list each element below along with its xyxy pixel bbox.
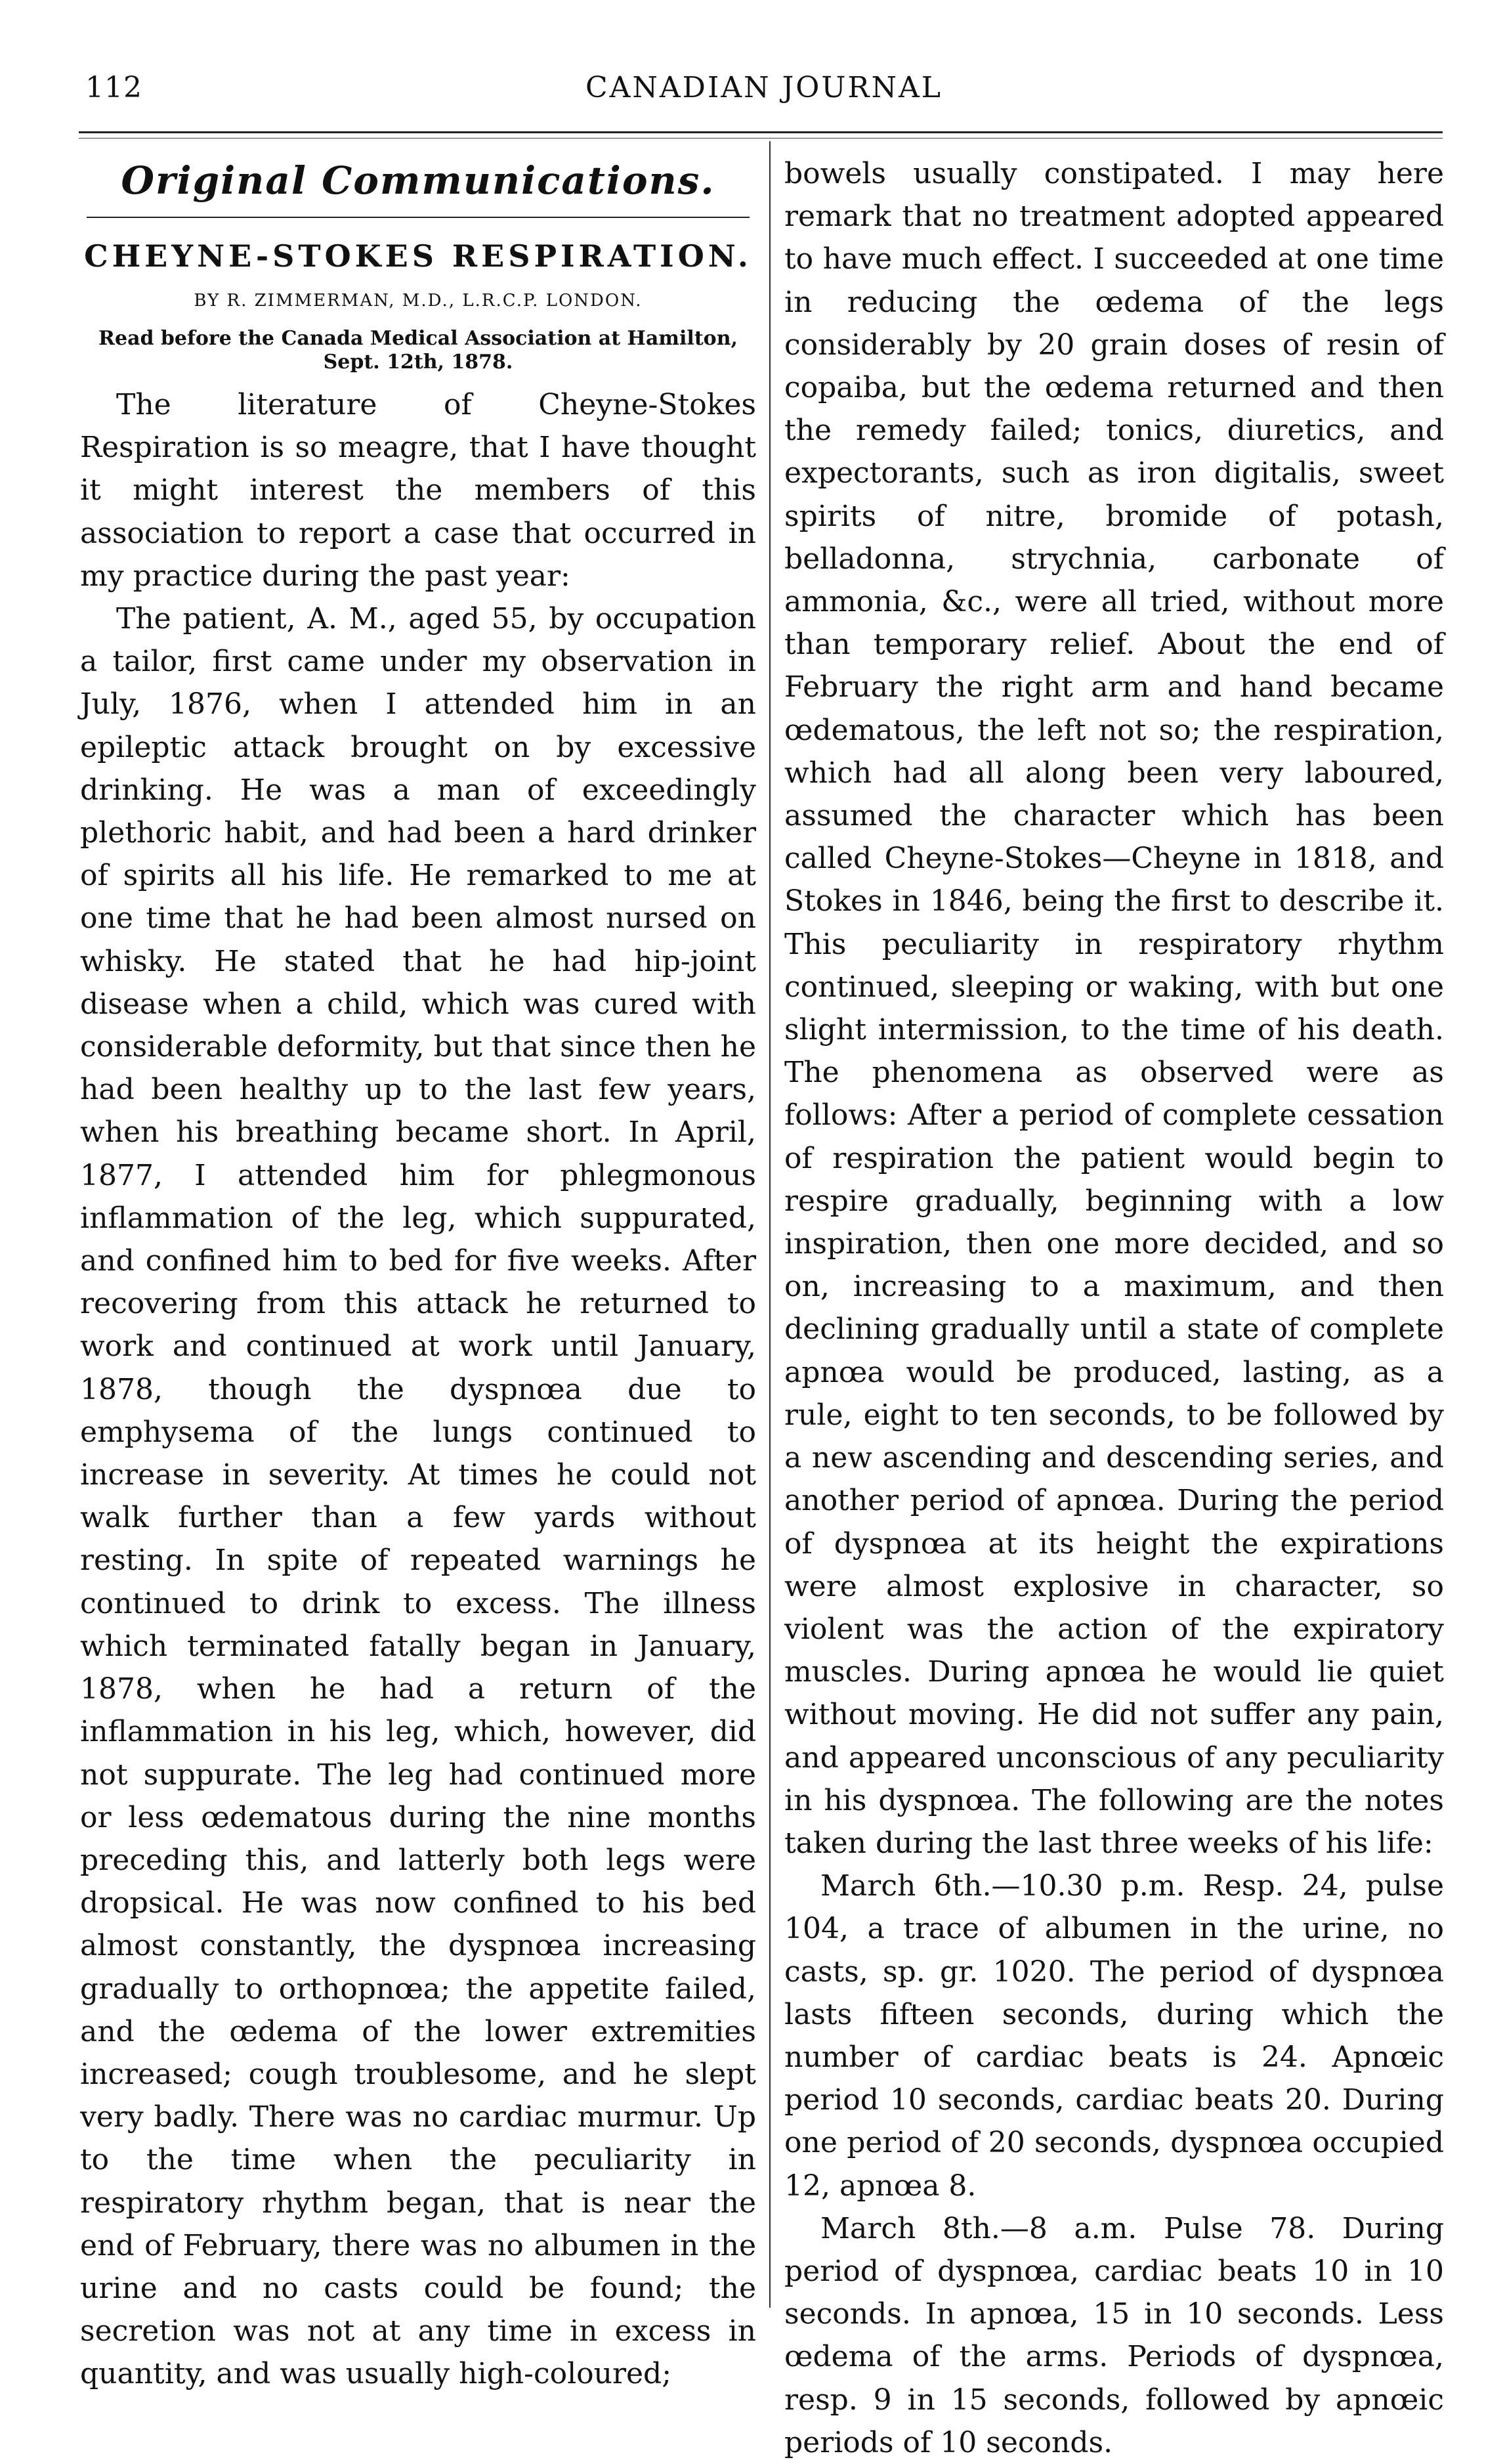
journal-name: CANADIAN JOURNAL [585,71,943,104]
section-heading: Original Communications. [121,158,715,203]
paragraph: The literature of Cheyne-Stokes Respiration is so meagre, that I have thought it might interest the members of this association to report a case that occurred in my practice during the past year: [80,388,756,593]
header-rule-thin [79,138,1443,139]
paragraph: March 8th.—8 a.m. Pulse 78. During period of dyspnœa, cardiac beats 10 in 10 seconds. In apnœa, 15 in 10 seconds. Less œdema of the arms. Periods of dyspnœa, resp. 9 in 15 seconds, followed by apnœic periods of 10 seconds. [784,2211,1444,2459]
page-number: 112 [85,71,142,104]
article-title: CHEYNE-STOKES RESPIRATION. [84,238,752,274]
paragraph: The patient, A. M., aged 55, by occupation a tailor, first came under my observation in July, 1876, when I attended him in an epileptic attack brought on by excessive drinking. He was a man of exceedingly plethoric habit, and had been a hard drinker of spirits all his life. He remarked to me at one time that he had been almost nursed on whisky. He stated that he had hip-joint disease when a child, which was cured with considerable deformity, but that since then he had been healthy up to the last few years, when his breathing became short. In April, 1877, I attended him for phlegmonous inflammation of the leg, which suppurated, and confined him to bed for five weeks. After recovering from this attack he returned to work and continued at work until January, 1878, though the dyspnœa due to emphysema of the lungs continued to increase in severity. At times he could not walk further than a few yards without resting. In spite of repeated warnings he continued to drink to excess. The illness which terminated fatally began in January, 1878, when he had a return of the inflammation in his leg, which, however, did not suppurate. The leg had continued more or less œdematous during the nine months preceding this, and latterly both legs were dropsical. He was now confined to his bed almost constantly, the dyspnœa increasing gradually to orthopnœa; the appetite failed, and the œdema of the lower extremities increased; cough troublesome, and he slept very badly. There was no cardiac murmur. Up to the time when the peculiarity in respiratory rhythm began, that is near the end of February, there was no albumen in the urine and no casts could be found; the secretion was not at any time in excess in quantity, and was usually high-coloured; [80,602,756,2391]
article-note: Read before the Canada Medical Association at Hamilton, Sept. 12th, 1878. [98,327,738,374]
paragraph: bowels usually constipated. I may here remark that no treatment adopted appeared to have much effect. I succeeded at one time in reducing the œdema of the legs considerably by 20 grain doses of resin of copaiba, but the œdema returned and then the remedy failed; tonics, diuretics, and expectorants, such as iron digitalis, sweet spirits of nitre, bromide of potash, belladonna, strychnia, carbonate of ammonia, &c., were all tried, without more than temporary relief. About the end of February the right arm and hand became œdematous, the left not so; the respiration, which had all along been very laboured, assumed the character which has been called Cheyne-Stokes—Cheyne in 1818, and Stokes in 1846, being the first to describe it. This peculiarity in respiratory rhythm continued, sleeping or waking, with but one slight intermission, to the time of his death. The phenomena as observed were as follows: After a period of complete cessation of respiration the patient would begin to respire gradually, beginning with a low inspiration, then one more decided, and so on, increasing to a maximum, and then declining gradually until a state of complete apnœa would be produced, lasting, as a rule, eight to ten seconds, to be followed by a new ascending and descending series, and another period of apnœa. During the period of dyspnœa at its height the expirations were almost explosive in character, so violent was the action of the expiratory muscles. During apnœa he would lie quiet without moving. He did not suffer any pain, and appeared unconscious of any peculiarity in his dyspnœa. The following are the notes taken during the last three weeks of his life: [784,157,1444,1860]
right-column [784,152,1444,2464]
running-head [85,71,1443,110]
column-divider [769,141,771,2308]
paragraph: March 6th.—10.30 p.m. Resp. 24, pulse 104, a trace of albumen in the urine, no casts, sp. gr. 1020. The period of dyspnœa lasts fifteen seconds, during which the number of cardiac beats is 24. Apnœic period 10 seconds, cardiac beats 20. During one period of 20 seconds, dyspnœa occupied 12, apnœa 8. [784,1869,1444,2203]
header-rule [79,131,1443,133]
article-byline: BY R. ZIMMERMAN, M.D., L.R.C.P. LONDON. [194,291,643,311]
left-column [80,152,756,2396]
section-rule [87,217,750,218]
